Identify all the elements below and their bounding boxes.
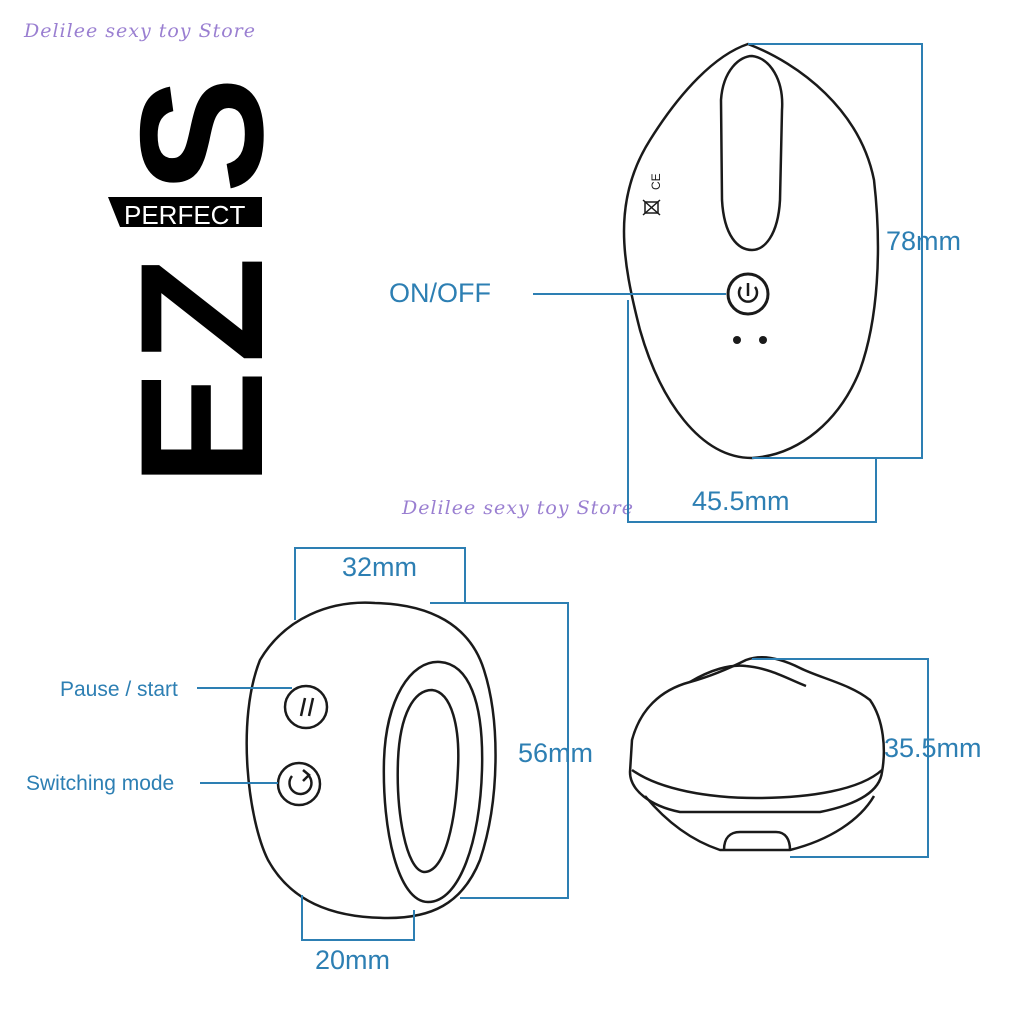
banner-perfect-word: PERFECT bbox=[124, 200, 246, 230]
pause-start-button bbox=[285, 686, 327, 728]
remote-control bbox=[247, 603, 496, 918]
power-callout-label: ON/OFF bbox=[389, 278, 491, 308]
remote-dimension-lines bbox=[197, 548, 568, 940]
device-top-view bbox=[624, 44, 878, 458]
top-width-label: 45.5mm bbox=[692, 486, 790, 516]
remote-height-label: 56mm bbox=[518, 738, 594, 768]
device-side-view bbox=[630, 657, 884, 850]
ce-mark: CE bbox=[649, 173, 663, 190]
side-base-outline bbox=[645, 796, 874, 850]
switching-mode-label: Switching mode bbox=[26, 772, 175, 795]
weee-bin-mark bbox=[643, 200, 660, 215]
cycle-icon bbox=[289, 770, 311, 794]
banner-letter-e: E bbox=[105, 369, 300, 487]
banner-letter-s: S bbox=[105, 76, 300, 194]
remote-ring-inner bbox=[398, 690, 459, 872]
side-seam bbox=[632, 770, 882, 798]
store-watermark-top: Delilee sexy toy Store bbox=[24, 20, 256, 42]
top-height-label: 78mm bbox=[886, 226, 962, 256]
store-watermark-middle: Delilee sexy toy Store bbox=[402, 497, 634, 519]
power-icon bbox=[739, 283, 757, 302]
pause-icon bbox=[301, 698, 313, 716]
device-slot-outline bbox=[721, 56, 782, 250]
banner-letter-z: Z bbox=[105, 256, 300, 364]
size-banner bbox=[105, 77, 300, 487]
switch-mode-button bbox=[278, 763, 320, 805]
pause-start-label: Pause / start bbox=[60, 678, 178, 701]
indicator-dot-left bbox=[733, 336, 741, 344]
remote-top-width-label: 32mm bbox=[342, 552, 418, 582]
perfect-tag bbox=[108, 197, 262, 230]
side-button-notch bbox=[724, 832, 790, 850]
side-height-label: 35.5mm bbox=[884, 733, 982, 763]
remote-bottom-width-label: 20mm bbox=[315, 945, 391, 975]
indicator-dot-right bbox=[759, 336, 767, 344]
top-view-dimension-lines bbox=[533, 44, 922, 522]
